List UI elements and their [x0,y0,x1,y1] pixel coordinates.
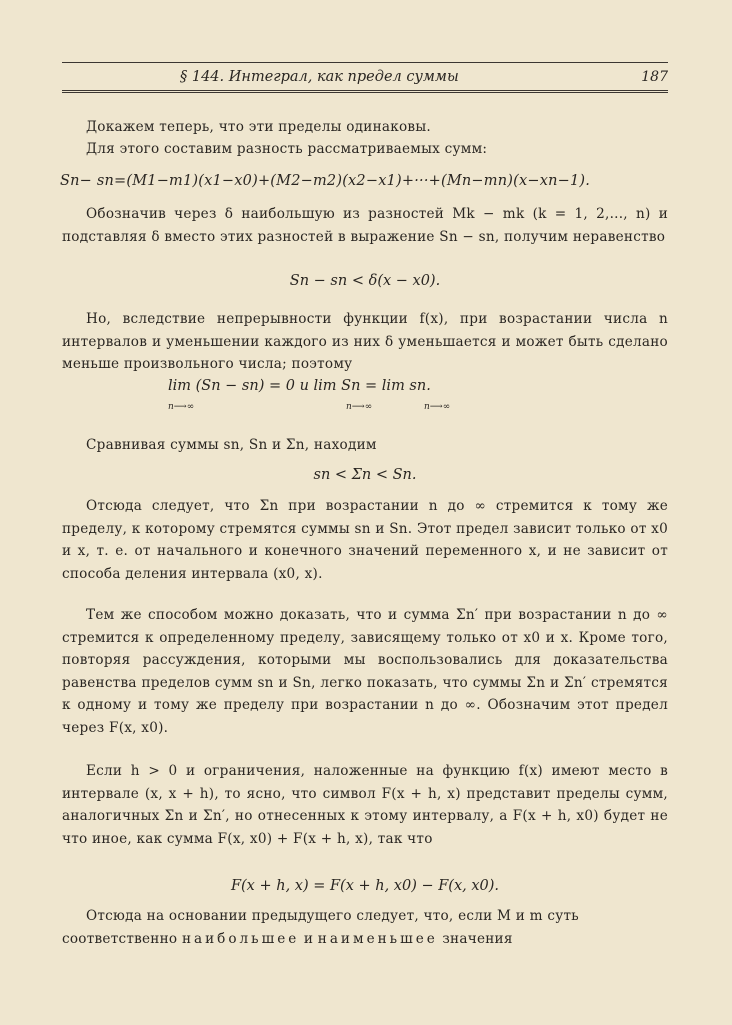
paragraph-4: Но, вследствие непрерывности функции f(x), при возрастании числа n интервалов и уменьшении каждого из них δ уменьшается и может быть сделано меньше произвольного числа; поэтому [62,311,668,372]
paragraph-2: Для этого составим разность рассматриваемых сумм: [86,141,488,157]
header-double-rule [62,90,668,95]
header-title: § 144. Интеграл, как предел суммы [180,69,459,85]
formula-inequality: Sn − sn < δ(x − x0). [289,273,441,289]
paragraph-1: Докажем теперь, что эти пределы одинаковы. [86,119,431,135]
limit-subscript-2: n⟶∞ [346,402,373,412]
word-largest: наибольшее [181,930,300,947]
word-smallest: наименьшее [317,930,438,947]
paragraph-6: Отсюда следует, что Σn при возрастании n до ∞ стремится к тому же пределу, к которому стремятся суммы sn и Sn. Этот предел зависит только от x0 и x, т. е. от начального и конечного значений переменного x, и не зависит от способа деления интервала (x0, x). [62,498,668,582]
formula-limits [168,378,608,422]
paragraph-5: Сравнивая суммы sn, Sn и Σn, находим [86,437,377,453]
header-top-rule [62,62,668,63]
formula-F-relation: F(x + h, x) = F(x + h, x0) − F(x, x0). [230,878,500,894]
limit-subscript-3: n⟶∞ [424,402,451,412]
formula-difference: Sn− sn=(M1−m1)(x1−x0)+(M2−m2)(x2−x1)+···+(Mn−mn)(x−xn−1). [60,173,591,189]
word-values: значения [442,930,513,947]
formula-sum-bounds: sn < Σn < Sn. [313,467,417,483]
limit-subscript-1: n⟶∞ [168,402,195,412]
paragraph-8: Если h > 0 и ограничения, наложенные на функцию f(x) имеют место в интервале (x, x + h), то ясно, что символ F(x + h, x) представит пределы сумм, аналогичных Σn и Σn′, но отнесенных к этому интервалу, а F(x + h, x0) будет не что иное, как сумма F(x, x0) + F(x + h, x), так что [62,763,668,847]
running-header [62,64,668,90]
paragraph-7: Тем же способом можно доказать, что и сумма Σn′ при возрастании n до ∞ стремится к определенному пределу, зависящему только от x0 и x. Кроме того, повторяя рассуждения, которыми мы воспользовались для доказательства равенства пределов сумм sn и Sn, легко показать, что суммы Σn и Σn′ стремятся к одному и тому же пределу при возрастании n до ∞. Обозначим этот предел через F(x, x0). [62,607,668,736]
word-and: и [303,930,314,947]
page-number: 187 [641,69,668,85]
paragraph-3: Обозначив через δ наибольшую из разностей Mk − mk (k = 1, 2,..., n) и подставляя δ вместо этих разностей в выражение Sn − sn, получим неравенство [62,206,668,245]
paragraph-9 [62,905,668,950]
limits-main: lim (Sn − sn) = 0 и lim Sn = lim sn. [168,378,431,394]
paragraph-9-start: Отсюда на основании предыдущего следует, что, если M и m суть соответственно [62,908,579,947]
